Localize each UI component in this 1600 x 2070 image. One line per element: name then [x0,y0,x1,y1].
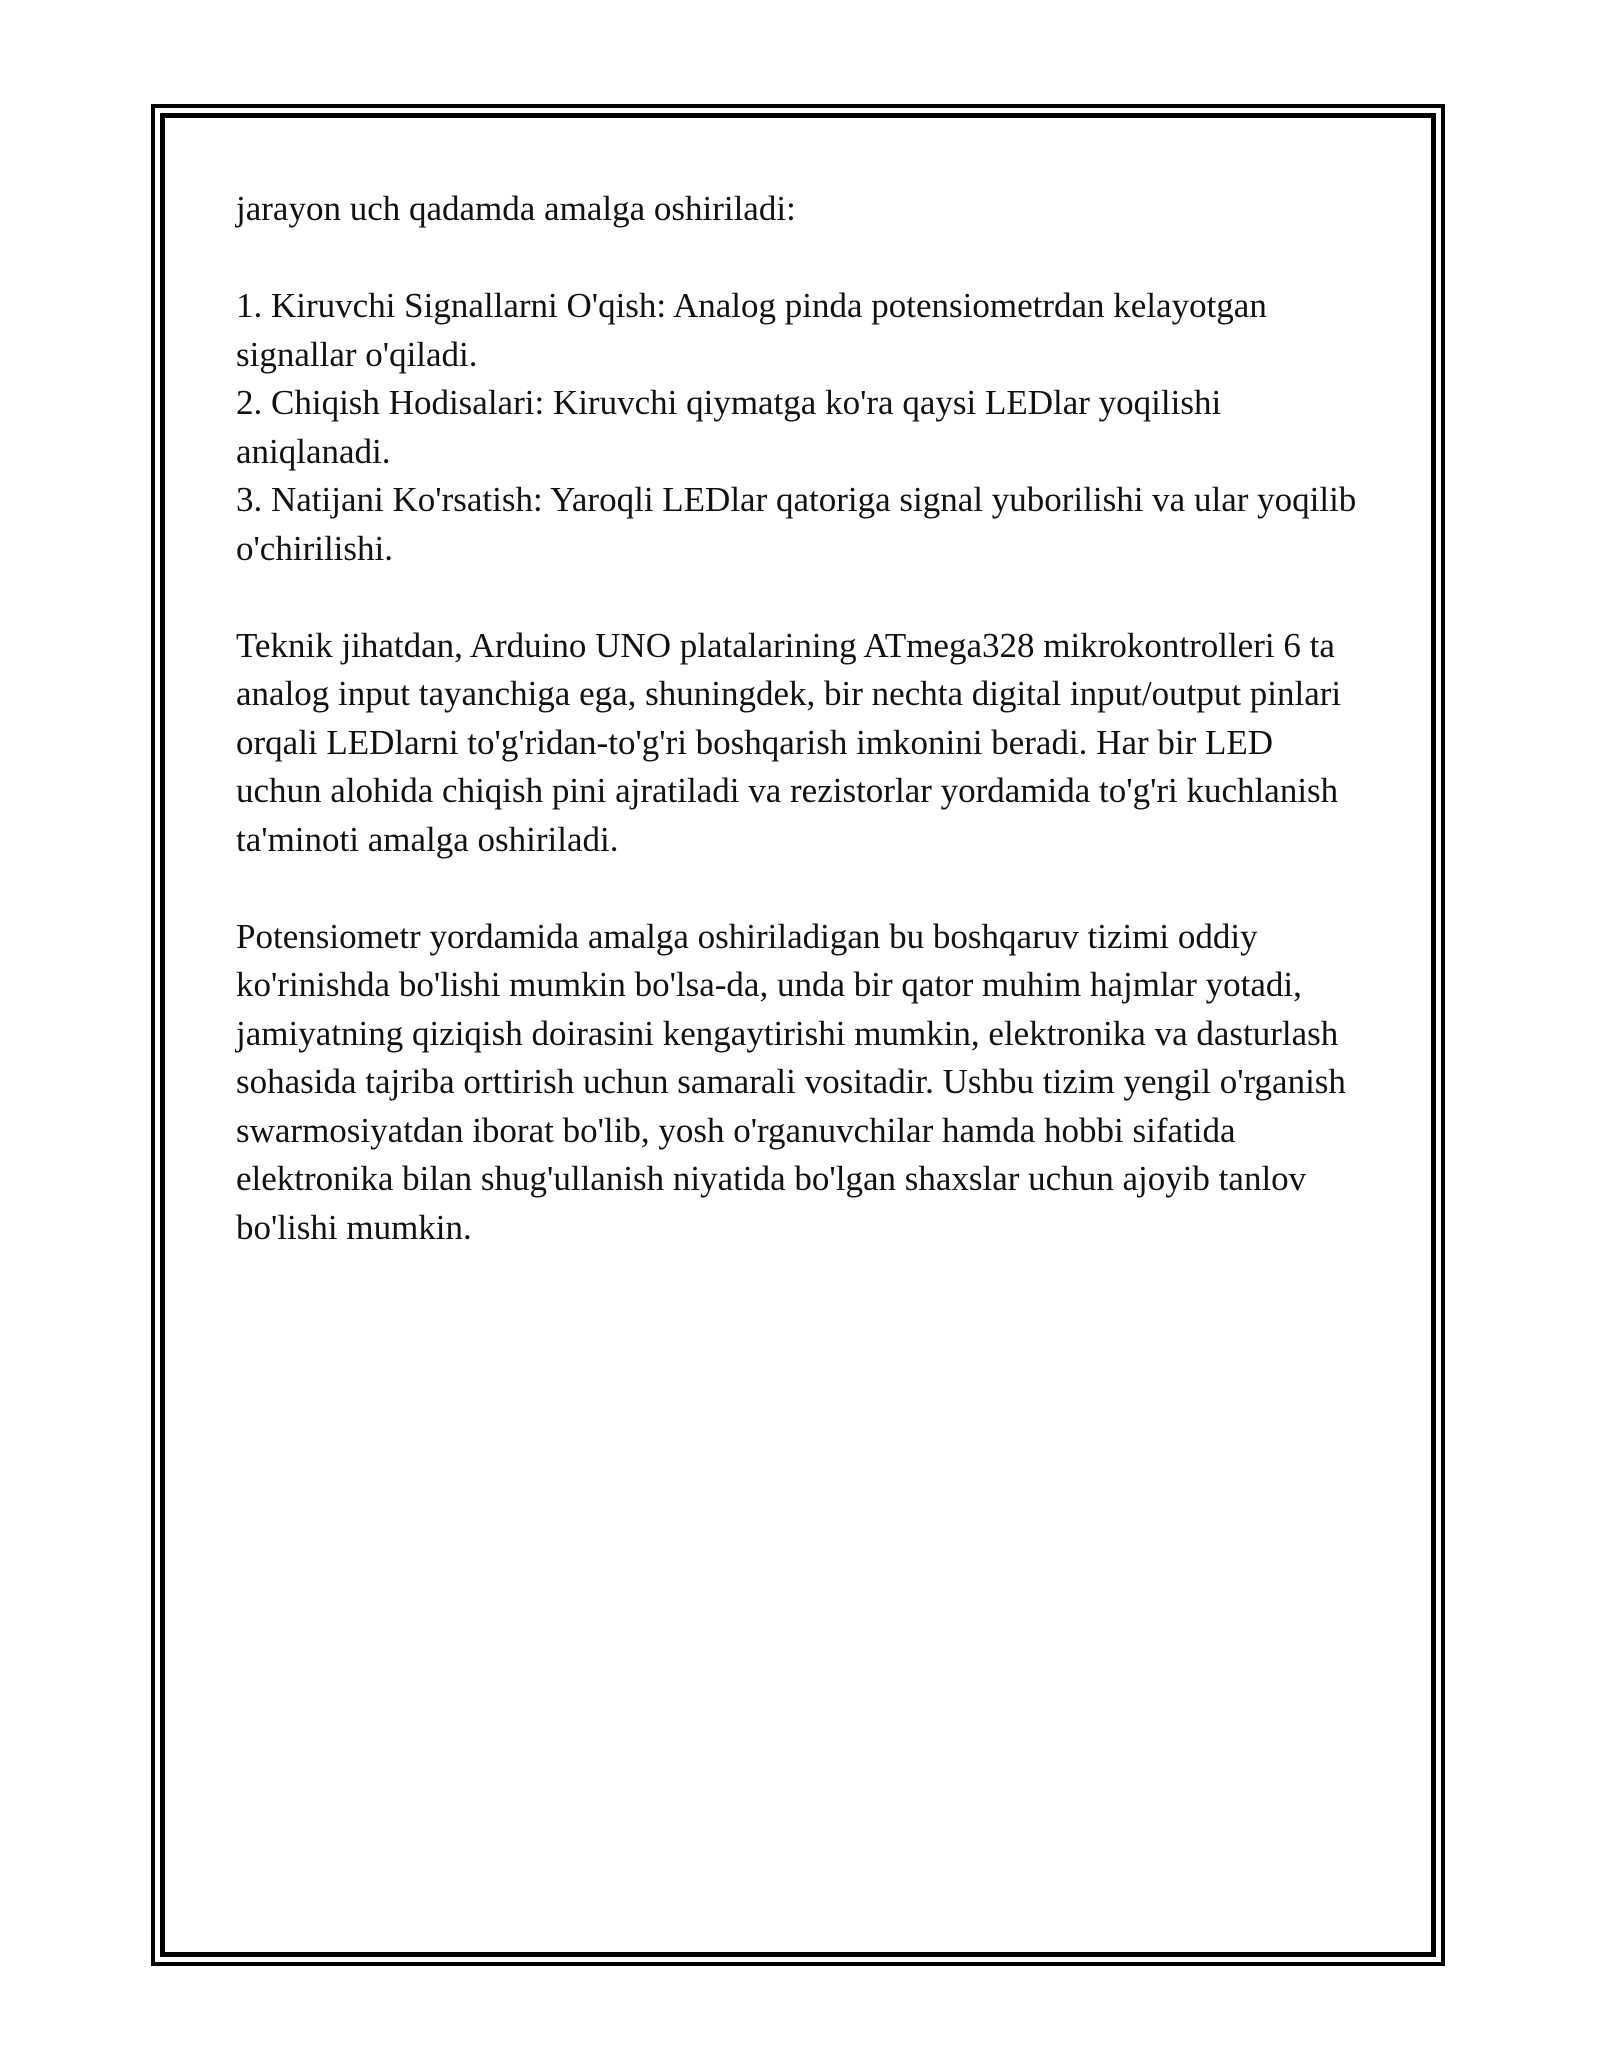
step-item-1: 1. Kiruvchi Signallarni O'qish: Analog pinda potensiometrdan kelayotgan signallar o'qiladi. [236,286,1267,374]
paragraph-gap [236,573,1366,622]
paragraph-summary: Potensiometr yordamida amalga oshiriladigan bu boshqaruv tizimi oddiy ko'rinishda bo'lishi mumkin bo'lsa-da, unda bir qator muhim hajmlar yotadi, jamiyatning qiziqish doirasini kengaytirishi mumkin, elektronika va dasturlash sohasida tajriba orttirish uchun samarali vositadir. Ushbu tizim yengil o'rganish swarmosiyatdan iborat bo'lib, yosh o'rganuvchilar hamda hobbi sifatida elektronika bilan shug'ullanish niyatida bo'lgan shaxslar uchun ajoyib tanlov bo'lishi mumkin. [236,916,1346,1247]
intro-line: jarayon uch qadamda amalga oshiriladi: [236,189,796,228]
paragraph-technical: Teknik jihatdan, Arduino UNO platalarining ATmega328 mikrokontrolleri 6 ta analog input tayanchiga ega, shuningdek, bir nechta digital input/output pinlari orqali LEDlarni to'g'ridan-to'g'ri boshqarish imkonini beradi. Har bir LED uchun alohida chiqish pini ajratiladi va rezistorlar yordamida to'g'ri kuchlanish ta'minoti amalga oshiriladi. [236,625,1342,859]
document-body [236,185,1366,1252]
step-item-2: 2. Chiqish Hodisalari: Kiruvchi qiymatga ko'ra qaysi LEDlar yoqilishi aniqlanadi. [236,383,1222,471]
step-item-3: 3. Natijani Ko'rsatish: Yaroqli LEDlar qatoriga signal yuborilishi va ular yoqilib o'chirilishi. [236,480,1357,568]
paragraph-gap [236,864,1366,913]
paragraph-gap [236,234,1366,283]
